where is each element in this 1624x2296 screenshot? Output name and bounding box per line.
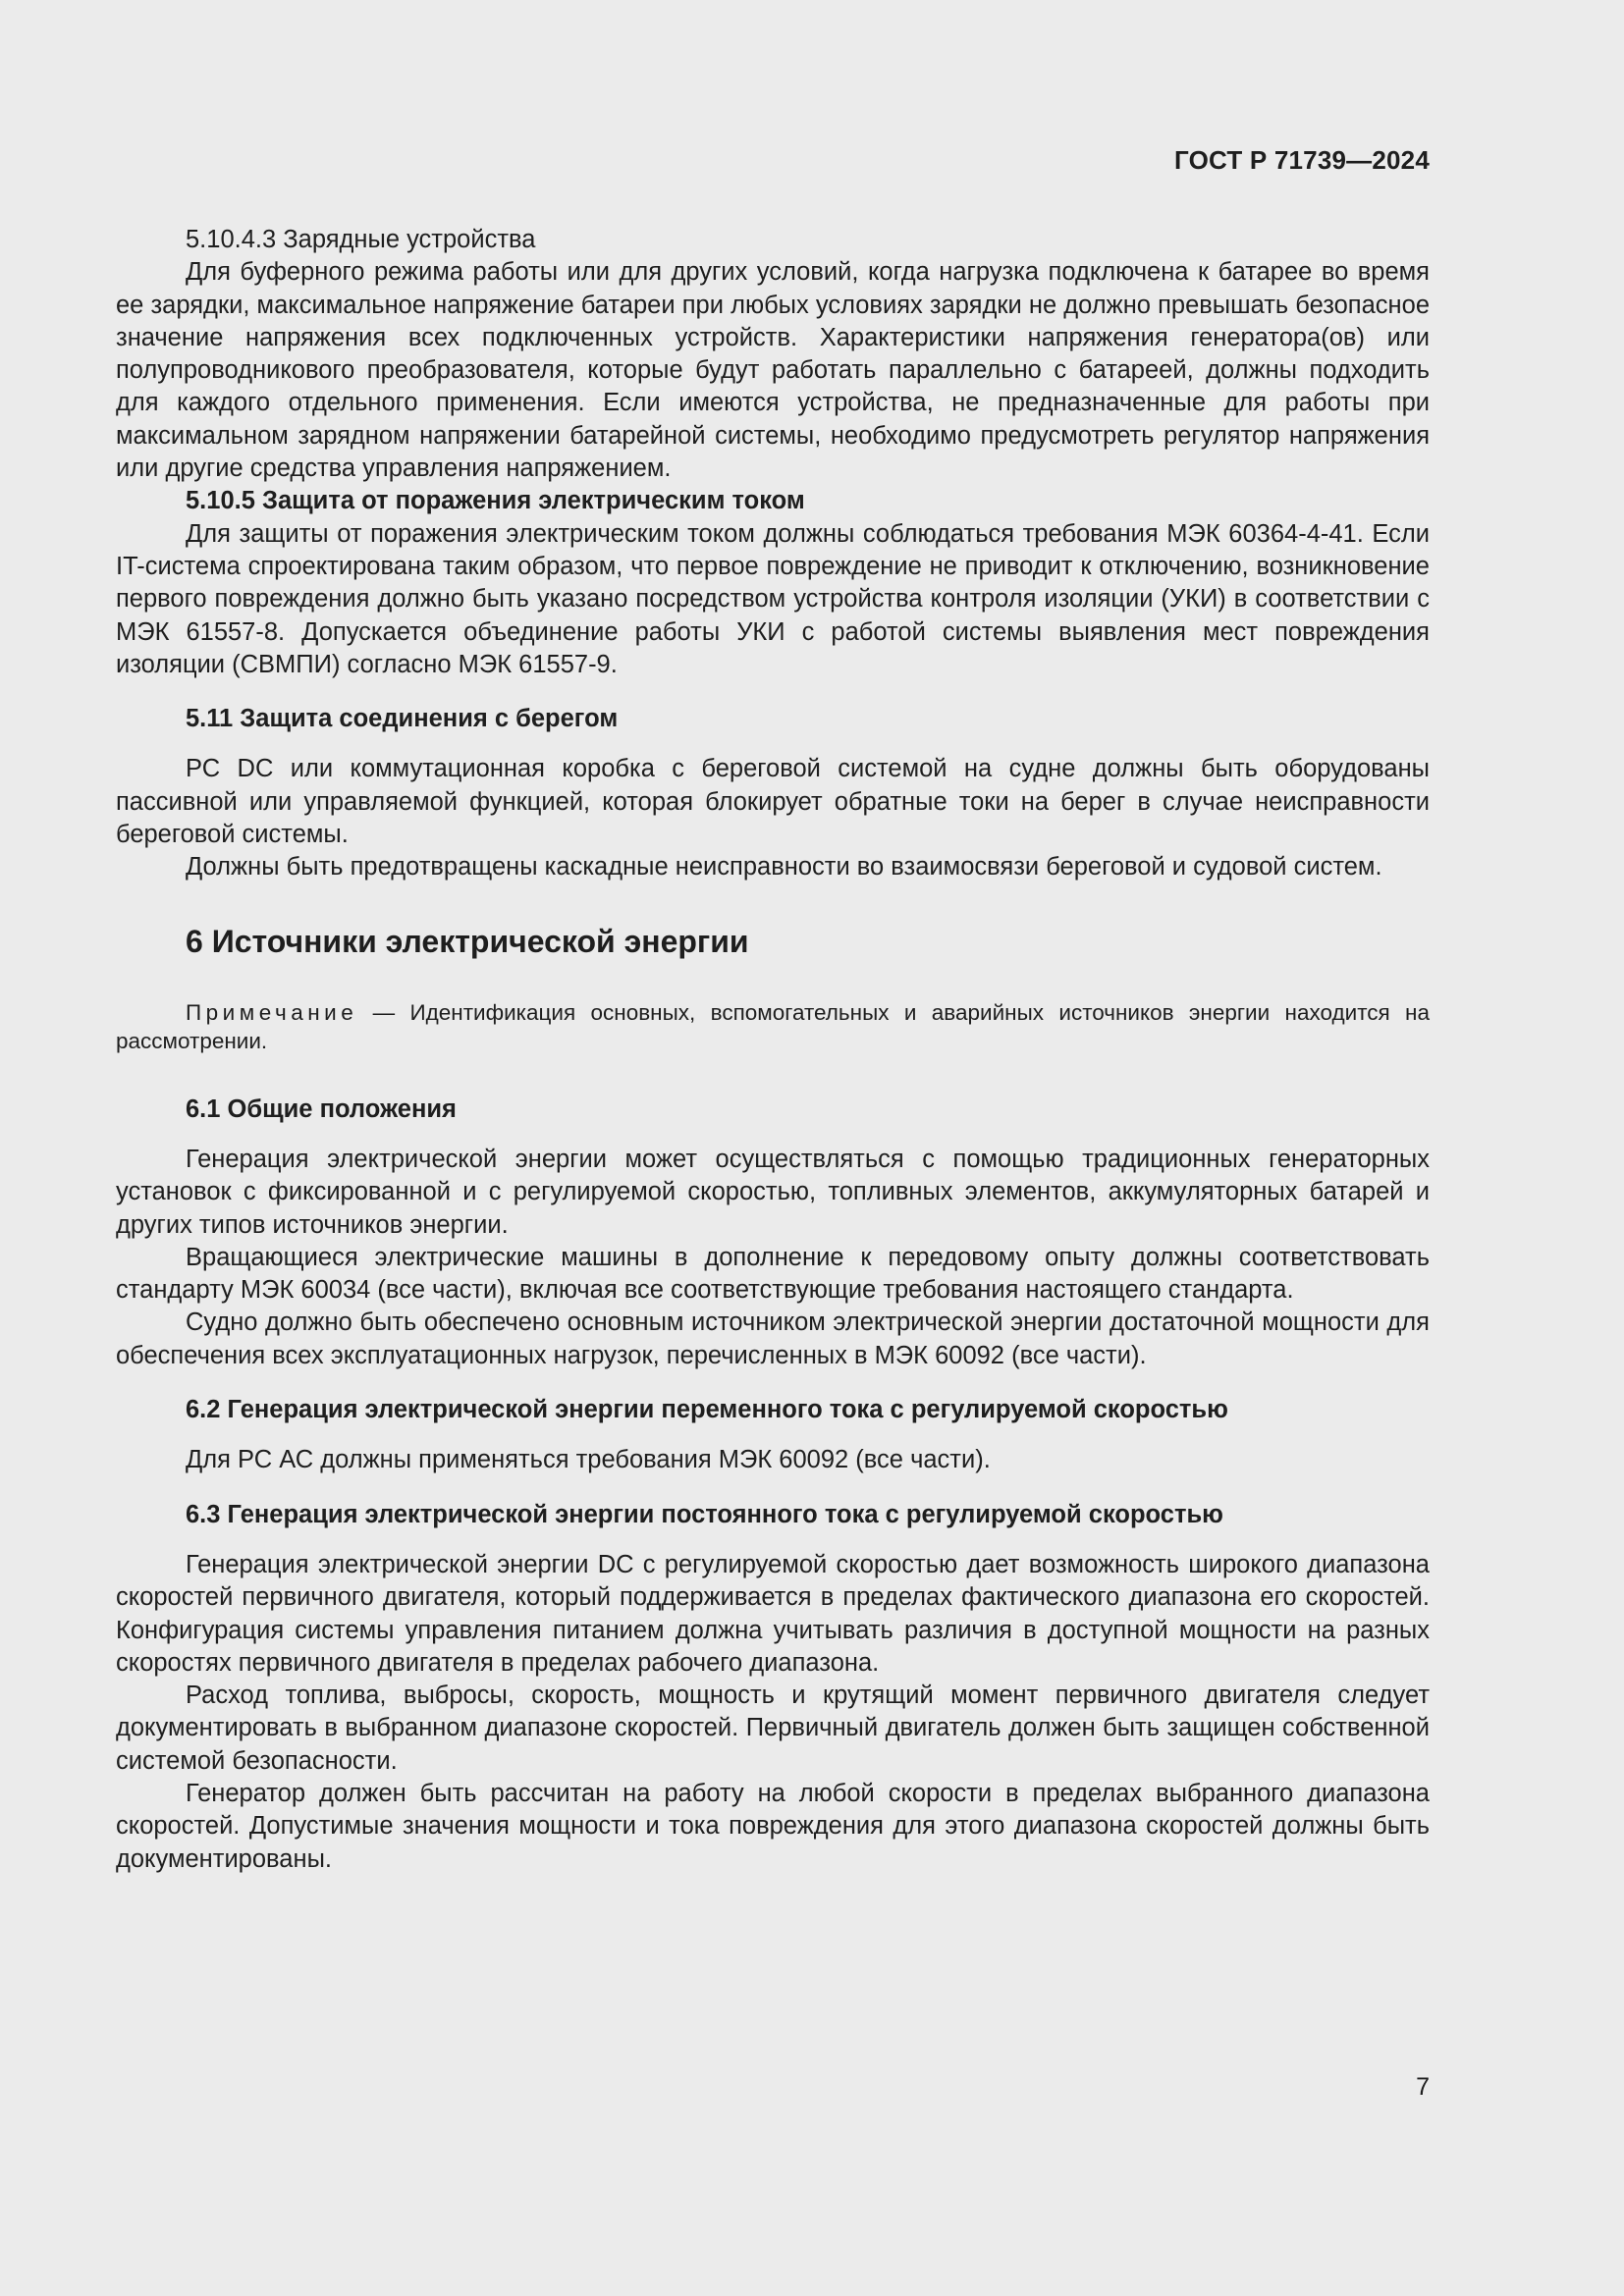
section-6-3-paragraph-1: Генерация электрической энергии DC с регулируемой скоростью дает возможность широкого диапазона скоростей первичного двигателя, который поддерживается в пределах фактического диапазона его скоростей. Конфигурация системы управления питанием должна учитывать различия в доступной мощности на разных скоростях первичного двигателя в пределах рабочего диапазона. <box>116 1550 1430 1677</box>
section-5-11-title: 5.11 Защита соединения с берегом <box>186 705 619 733</box>
note-label: Примечание <box>186 999 358 1025</box>
page-number: 7 <box>1416 2073 1430 2101</box>
document-body <box>116 224 1430 1876</box>
document-header-id: ГОСТ Р 71739—2024 <box>1174 145 1430 175</box>
section-6-1-paragraph-1: Генерация электрической энергии может осуществляться с помощью традиционных генераторных установок с фиксированной и с регулируемой скоростью, топливных элементов, аккумуляторных батарей и других типов источников энергии. <box>116 1145 1430 1239</box>
section-6-title: 6 Источники электрической энергии <box>186 923 749 959</box>
section-5-10-5-title: 5.10.5 Защита от поражения электрическим током <box>186 487 805 515</box>
section-5-11-paragraph-1: РС DC или коммутационная коробка с береговой системой на судне должны быть оборудованы пассивной или управляемой функцией, которая блокирует обратные токи на берег в случае неисправности береговой системы. <box>116 755 1430 849</box>
section-6-note <box>116 998 1430 1056</box>
section-6-1-title: 6.1 Общие положения <box>186 1095 457 1123</box>
section-5-10-4-3-paragraph: Для буферного режима работы или для других условий, когда нагрузка подключена к батарее во время ее зарядки, максимальное напряжение батареи при любых условиях зарядки не должно превышать безопасное значение напряжения всех подключенных устройств. Характеристики напряжения генератора(ов) или полупроводникового преобразователя, которые будут работать параллельно с батареей, должны подходить для каждого отдельного применения. Если имеются устройства, не предназначенные для работы при максимальном зарядном напряжении батарейной системы, необходимо предусмотреть регулятор напряжения или другие средства управления напряжением. <box>116 258 1430 483</box>
section-6-3-paragraph-3: Генератор должен быть рассчитан на работу на любой скорости в пределах выбранного диапазона скоростей. Допустимые значения мощности и тока повреждения для этого диапазона скоростей должны быть документированы. <box>116 1779 1430 1873</box>
section-6-3-paragraph-2: Расход топлива, выбросы, скорость, мощность и крутящий момент первичного двигателя следует документировать в выбранном диапазоне скоростей. Первичный двигатель должен быть защищен собственной системой безопасности. <box>116 1682 1430 1775</box>
section-6-2-title: 6.2 Генерация электрической энергии переменного тока с регулируемой скоростью <box>186 1396 1228 1424</box>
section-5-10-4-3-title: 5.10.4.3 Зарядные устройства <box>186 226 536 253</box>
section-6-1-paragraph-2: Вращающиеся электрические машины в дополнение к передовому опыту должны соответствовать стандарту МЭК 60034 (все части), включая все соответствующие требования настоящего стандарта. <box>116 1243 1430 1305</box>
section-6-1-paragraph-3: Судно должно быть обеспечено основным источником электрической энергии достаточной мощности для обеспечения всех эксплуатационных нагрузок, перечисленных в МЭК 60092 (все части). <box>116 1308 1430 1369</box>
section-6-3-title: 6.3 Генерация электрической энергии постоянного тока с регулируемой скоростью <box>186 1500 1223 1528</box>
section-5-11-paragraph-2: Должны быть предотвращены каскадные неисправности во взаимосвязи береговой и судовой систем. <box>186 853 1382 881</box>
section-6-2-paragraph: Для РС АС должны применяться требования МЭК 60092 (все части). <box>186 1446 991 1474</box>
note-text: — Идентификация основных, вспомогательных и аварийных источников энергии находится на рассмотрении. <box>116 999 1430 1054</box>
section-5-10-5-paragraph: Для защиты от поражения электрическим током должны соблюдаться требования МЭК 60364-4-41. Если IT-система спроектирована таким образом, что первое повреждение не приводит к отключению, возникновение первого повреждения должно быть указано посредством устройства контроля изоляции (УКИ) в соответствии с МЭК 61557-8. Допускается объединение работы УКИ с работой системы выявления мест повреждения изоляции (СВМПИ) согласно МЭК 61557-9. <box>116 519 1430 678</box>
